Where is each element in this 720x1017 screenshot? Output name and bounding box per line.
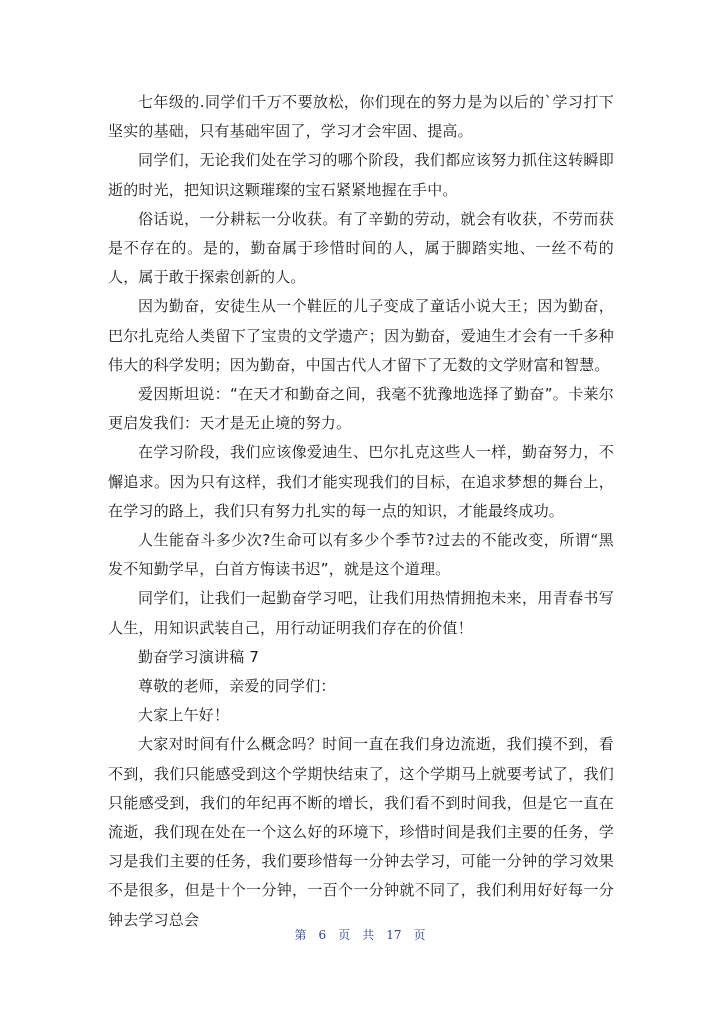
paragraph-6: 在学习阶段，我们应该像爱迪生、巴尔扎克这些人一样，勤奋努力，不懈追求。因为只有这样，我们才能实现我们的目标，在追求梦想的舞台上，在学习的路上，我们只有努力扎实的每一点的知识，才能最终成功。: [108, 443, 614, 520]
footer-word-gong: 共: [362, 928, 375, 942]
paragraph-3: 俗话说，一分耕耘一分收获。有了辛勤的劳动，就会有收获，不劳而获是不存在的。是的，勤奋属于珍惜时间的人，属于脚踏实地、一丝不苟的人，属于敢于探索创新的人。: [108, 209, 614, 287]
paragraph-2: 同学们，无论我们处在学习的哪个阶段，我们都应该努力抓住这转瞬即逝的时光，把知识这颗璀璨的宝石紧紧地握在手中。: [108, 151, 614, 199]
salutation: 尊敬的老师，亲爱的同学们：: [138, 677, 336, 696]
footer-word-ye-end: 页: [413, 928, 426, 942]
paragraph-7: 人生能奋斗多少次?生命可以有多少个季节?过去的不能改变，所谓“黑发不知勤学早，白首方悔读书迟”，就是这个道理。: [108, 531, 614, 579]
paragraph-9: 大家对时间有什么概念吗？时间一直在我们身边流逝，我们摸不到，看不到，我们只能感受到这个学期快结束了，这个学期马上就要考试了，我们只能感受到，我们的年纪再不断的增长，我们看不到时间我，但是它一直在流逝，我们现在处在一个这么好的环境下，珍惜时间是我们主要的任务，学习是我们主要的任务，我们要珍惜每一分钟去学习，可能一分钟的学习效果不是很多，但是十个一分钟，一百个一分钟就不同了，我们利用好好每一分钟去学习总会: [108, 735, 614, 929]
footer-word-di: 第: [294, 928, 307, 942]
section-heading: 勤奋学习演讲稿 7: [138, 647, 260, 666]
footer-word-ye: 页: [338, 928, 351, 942]
paragraph-1: 七年级的.同学们千万不要放松，你们现在的努力是为以后的`学习打下坚实的基础，只有基础牢固了，学习才会牢固、提高。: [108, 93, 614, 141]
page-footer: [0, 926, 720, 943]
footer-total-pages: 17: [386, 928, 402, 942]
paragraph-8: 同学们，让我们一起勤奋学习吧，让我们用热情拥抱未来，用青春书写人生，用知识武装自己，用行动证明我们存在的价值！: [108, 589, 614, 637]
document-body: [108, 88, 614, 935]
footer-page-number: 6: [318, 928, 327, 942]
greeting: 大家上午好！: [138, 706, 230, 725]
paragraph-5: 爱因斯坦说：“在天才和勤奋之间，我毫不犹豫地选择了勤奋”。卡莱尔更启发我们：天才是无止境的努力。: [108, 385, 614, 433]
paragraph-4: 因为勤奋，安徒生从一个鞋匠的儿子变成了童话小说大王；因为勤奋，巴尔扎克给人类留下了宝贵的文学遗产；因为勤奋，爱迪生才会有一千多种伟大的科学发明；因为勤奋，中国古代人才留下了无数的文学财富和智慧。: [108, 297, 614, 374]
